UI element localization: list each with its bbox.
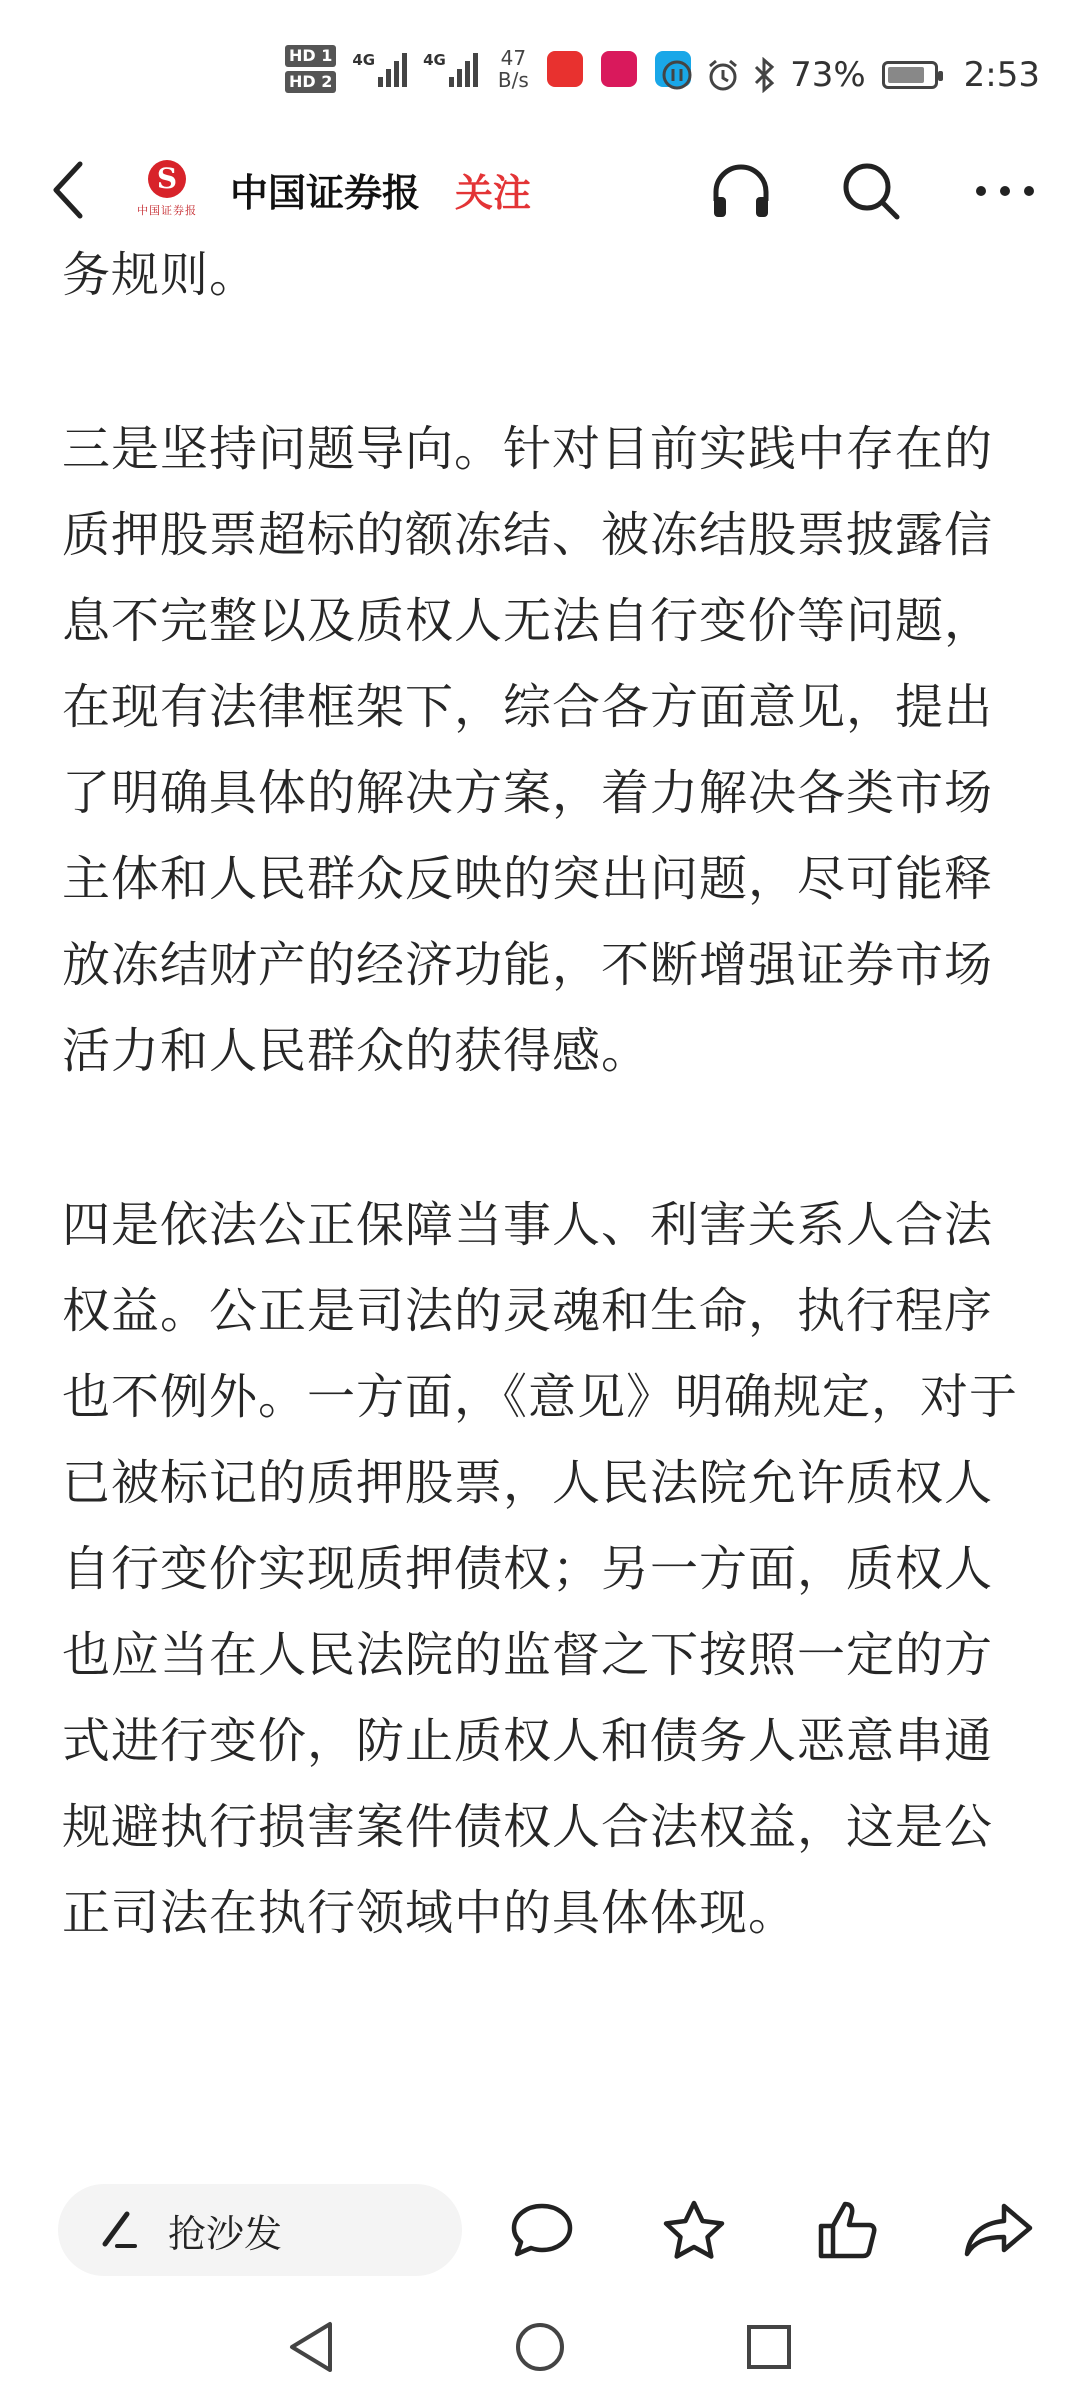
comment-placeholder: 抢沙发 xyxy=(168,2211,283,2256)
back-button[interactable] xyxy=(38,158,98,222)
nav-home-button[interactable] xyxy=(505,2312,575,2382)
more-button[interactable] xyxy=(970,158,1040,224)
battery-percent: 73% xyxy=(790,55,866,95)
app-header xyxy=(0,140,1080,240)
comment-input[interactable] xyxy=(58,2184,462,2276)
channel-name[interactable]: 中国证券报 xyxy=(230,171,421,215)
more-icon xyxy=(973,183,1037,199)
app-notification-icon-2 xyxy=(601,51,637,87)
signal-label-2: 4G xyxy=(423,51,446,69)
hd1-badge: HD 1 xyxy=(285,45,336,67)
signal-label-1: 4G xyxy=(352,51,376,69)
nav-back-icon xyxy=(286,2320,336,2374)
favorite-button[interactable] xyxy=(654,2190,734,2270)
thumbs-up-icon xyxy=(813,2198,879,2262)
status-right xyxy=(660,55,1040,95)
data-saver-icon xyxy=(660,58,694,92)
article-paragraph-2: 三是坚持问题导向。针对目前实践中存在的质押股票超标的额冻结、被冻结股票披露信息不完整以及质权人无法自行变价等问题，在现有法律框架下，综合各方面意见，提出了明确具体的解决方案，着力解决各类市场主体和人民群众反映的突出问题，尽可能释放冻结财产的经济功能，不断增强证券市场活力和人民群众的获得感。 xyxy=(62,421,994,1079)
battery-icon xyxy=(882,61,938,89)
logo-text: 中国证券报 xyxy=(137,204,197,217)
like-button[interactable] xyxy=(806,2190,886,2270)
status-left xyxy=(285,45,691,93)
action-bar xyxy=(0,2168,1080,2288)
speed-value: 47 xyxy=(500,46,527,70)
nav-home-icon xyxy=(513,2320,567,2374)
share-icon xyxy=(962,2200,1034,2260)
article-paragraph-3: 四是依法公正保障当事人、利害关系人合法权益。公正是司法的灵魂和生命，执行程序也不例外。一方面，《意见》明确规定，对于已被标记的质押股票，人民法院允许质权人自行变价实现质押债权；另一方面，质权人也应当在人民法院的监督之下按照一定的方式进行变价，防止质权人和债务人恶意串通规避执行损害案件债权人合法权益，这是公正司法在执行领域中的具体体现。 xyxy=(62,1197,1019,1941)
logo-mark: S xyxy=(148,160,186,198)
channel-logo[interactable] xyxy=(130,152,204,226)
listen-button[interactable] xyxy=(706,158,776,224)
headphones-icon xyxy=(710,161,772,221)
comment-button[interactable] xyxy=(502,2190,582,2270)
nav-recent-button[interactable] xyxy=(734,2312,804,2382)
network-speed xyxy=(498,47,529,91)
search-button[interactable] xyxy=(836,158,906,224)
clock: 2:53 xyxy=(963,55,1040,95)
star-icon xyxy=(661,2198,727,2262)
nav-back-button[interactable] xyxy=(276,2312,346,2382)
signal-icon-1 xyxy=(352,51,407,87)
comment-icon xyxy=(509,2200,575,2260)
system-nav-bar xyxy=(0,2290,1080,2400)
speed-unit: B/s xyxy=(497,68,529,92)
share-button[interactable] xyxy=(958,2190,1038,2270)
follow-button[interactable]: 关注 xyxy=(455,171,532,215)
pen-icon xyxy=(94,2205,144,2255)
article-paragraph-1: 务规则。 xyxy=(62,247,259,303)
nav-recent-icon xyxy=(744,2322,794,2372)
hd2-badge: HD 2 xyxy=(285,71,336,93)
back-icon xyxy=(50,160,86,220)
article-body xyxy=(62,232,1022,2044)
status-bar xyxy=(0,0,1080,150)
bluetooth-icon xyxy=(752,57,778,93)
app-notification-icon-1 xyxy=(547,51,583,87)
alarm-icon xyxy=(706,58,740,92)
hd-indicators xyxy=(285,45,336,93)
signal-icon-2 xyxy=(423,51,478,87)
search-icon xyxy=(840,160,902,222)
